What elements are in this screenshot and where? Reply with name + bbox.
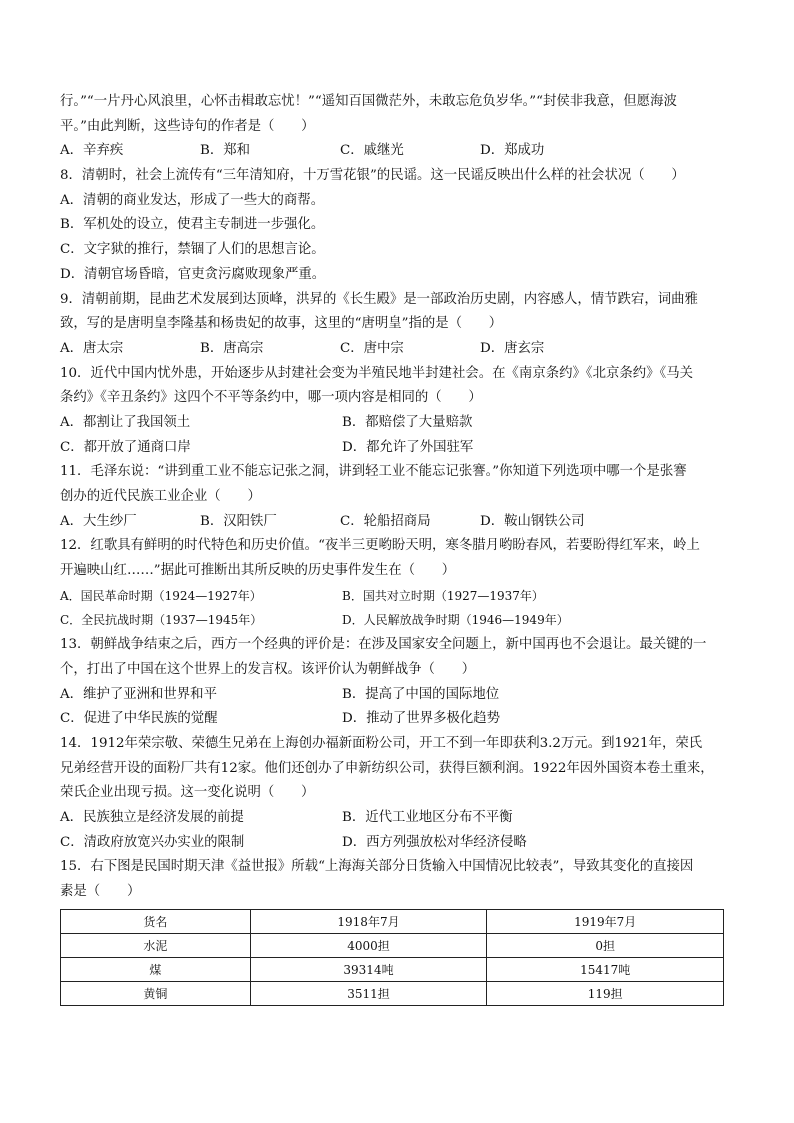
q14-options-row1 — [60, 806, 740, 831]
q9-stem-line1: 9．清朝前期，昆曲艺术发展到达顶峰，洪昇的《长生殿》是一部政治历史剧，内容感人，情节跌宕，词曲雅 — [60, 291, 698, 307]
import-comparison-table — [60, 909, 724, 1006]
q14-option-c: C．清政府放宽兴办实业的限制 — [60, 834, 245, 850]
q7-option-c: C．戚继光 — [340, 143, 404, 159]
q7-option-d: D．郑成功 — [480, 143, 545, 159]
table-row — [61, 981, 724, 1005]
q11-option-a: A．大生纱厂 — [60, 513, 137, 529]
q9-option-b: B．唐高宗 — [200, 340, 264, 356]
q10-option-a: A．都割让了我国领土 — [60, 414, 191, 430]
q7-option-b: B．郑和 — [200, 143, 251, 159]
q14-stem-line2: 兄弟经营开设的面粉厂共有12家。他们还创办了申新纺织公司，获得巨额利润。1922年因外国资本卷土重来， — [60, 760, 714, 776]
exam-page — [60, 90, 740, 1006]
table-header-cell: 1919年7月 — [487, 909, 724, 933]
q12-option-c: C．全民抗战时期（1937—1945年） — [60, 613, 263, 628]
table-cell: 0担 — [487, 933, 724, 957]
q14-options-row2 — [60, 831, 740, 856]
q10-option-b: B．都赔偿了大量赔款 — [342, 414, 473, 430]
q7-options — [60, 139, 740, 164]
q8-option-b: B．军机处的设立，使君主专制进一步强化。 — [60, 217, 325, 233]
q9-option-c: C．唐中宗 — [340, 340, 404, 356]
q12-stem-line2: 开遍映山红……”据此可推断出其所反映的历史事件发生在（ ） — [60, 563, 456, 579]
q9-stem-line2: 致，写的是唐明皇李隆基和杨贵妃的故事，这里的“唐明皇”指的是（ ） — [60, 316, 503, 332]
q8-option-d: D．清朝官场昏暗，官吏贪污腐败现象严重。 — [60, 266, 326, 282]
table-cell: 15417吨 — [487, 957, 724, 981]
q15-stem-line2: 素是（ ） — [60, 884, 141, 899]
q13-stem-line1: 13．朝鲜战争结束之后，西方一个经典的评价是：在涉及国家安全问题上，新中国再也不会退让。最关键的一 — [60, 637, 707, 653]
q10-option-d: D．都允许了外国驻军 — [342, 439, 474, 455]
q12-option-d: D．人民解放战争时期（1946—1949年） — [342, 613, 569, 628]
q12-options-row2 — [60, 608, 740, 633]
q11-option-d: D．鞍山钢铁公司 — [480, 513, 585, 529]
q14-option-a: A．民族独立是经济发展的前提 — [60, 809, 244, 825]
q10-option-c: C．都开放了通商口岸 — [60, 439, 191, 455]
q10-options-row1 — [60, 411, 740, 436]
q9-option-d: D．唐玄宗 — [480, 340, 545, 356]
q14-stem-line1: 14．1912年荣宗敬、荣德生兄弟在上海创办福新面粉公司，开工不到一年即获利3.2万元。到1921年，荣氏 — [60, 735, 703, 751]
q14-option-d: D．西方列强放松对华经济侵略 — [342, 834, 527, 850]
q14-stem-line3: 荣氏企业出现亏损。这一变化说明（ ） — [60, 785, 315, 801]
q13-options-row2 — [60, 707, 740, 732]
q9-options — [60, 337, 740, 362]
q13-options-row1 — [60, 683, 740, 708]
q11-option-c: C．轮船招商局 — [340, 513, 431, 529]
q11-stem-line1: 11．毛泽东说：“讲到重工业不能忘记张之洞，讲到轻工业不能忘记张謇。”你知道下列选项中哪一个是张謇 — [60, 464, 687, 480]
table-cell: 煤 — [61, 957, 251, 981]
q8-option-c: C．文字狱的推行，禁锢了人们的思想言论。 — [60, 242, 325, 258]
table-header-cell: 1918年7月 — [250, 909, 487, 933]
table-cell: 119担 — [487, 981, 724, 1005]
q11-option-b: B．汉阳铁厂 — [200, 513, 277, 529]
q11-options — [60, 510, 740, 535]
table-row — [61, 933, 724, 957]
q13-option-c: C．促进了中华民族的觉醒 — [60, 711, 218, 727]
q9-option-a: A．唐太宗 — [60, 340, 124, 356]
q8-stem: 8．清朝时，社会上流传有“三年清知府，十万雪花银”的民谣。这一民谣反映出什么样的社会状况（ ） — [60, 168, 685, 184]
q11-stem-line2: 创办的近代民族工业企业（ ） — [60, 489, 261, 504]
q13-stem-line2: 个，打出了中国在这个世界上的发言权。该评价认为朝鲜战争（ ） — [60, 661, 476, 677]
q7-option-a: A．辛弃疾 — [60, 143, 124, 159]
q10-options-row2 — [60, 436, 740, 461]
q12-stem-line1: 12．红歌具有鲜明的时代特色和历史价值。“夜半三更哟盼天明，寒冬腊月哟盼春风，若要盼得红军来，岭上 — [60, 538, 700, 554]
q12-option-a: A．国民革命时期（1924—1927年） — [60, 588, 262, 603]
q14-option-b: B．近代工业地区分布不平衡 — [342, 809, 513, 825]
table-row — [61, 957, 724, 981]
table-cell: 39314吨 — [250, 957, 487, 981]
q8-option-a: A．清朝的商业发达，形成了一些大的商帮。 — [60, 192, 325, 208]
q13-option-b: B．提高了中国的国际地位 — [342, 686, 500, 702]
table-header-row — [61, 909, 724, 933]
q7-stem-line2: 平。”由此判断，这些诗句的作者是（ ） — [60, 118, 315, 134]
q13-option-d: D．推动了世界多极化趋势 — [342, 711, 501, 727]
q13-option-a: A．维护了亚洲和世界和平 — [60, 686, 217, 702]
q10-stem-line2: 条约》《辛丑条约》这四个不平等条约中，哪一项内容是相同的（ ） — [60, 390, 482, 406]
q15-stem-line1: 15．右下图是民国时期天津《益世报》所载“上海海关部分日货输入中国情况比较表”，导致其变化的直接因 — [60, 859, 694, 875]
q7-stem-line1: 行。”“一片丹心风浪里，心怀击楫敢忘忧！”“遥知百国微茫外，未敢忘危负岁华。”“封侯非我意，但愿海波 — [60, 94, 677, 109]
q12-options-row1 — [60, 584, 740, 609]
table-cell: 水泥 — [61, 933, 251, 957]
table-header-cell: 货名 — [61, 909, 251, 933]
table-cell: 3511担 — [250, 981, 487, 1005]
table-cell: 黄铜 — [61, 981, 251, 1005]
q12-option-b: B．国共对立时期（1927—1937年） — [342, 588, 544, 603]
q10-stem-line1: 10．近代中国内忧外患，开始逐步从封建社会变为半殖民地半封建社会。在《南京条约》《北京条约》《马关 — [60, 365, 693, 381]
table-cell: 4000担 — [250, 933, 487, 957]
